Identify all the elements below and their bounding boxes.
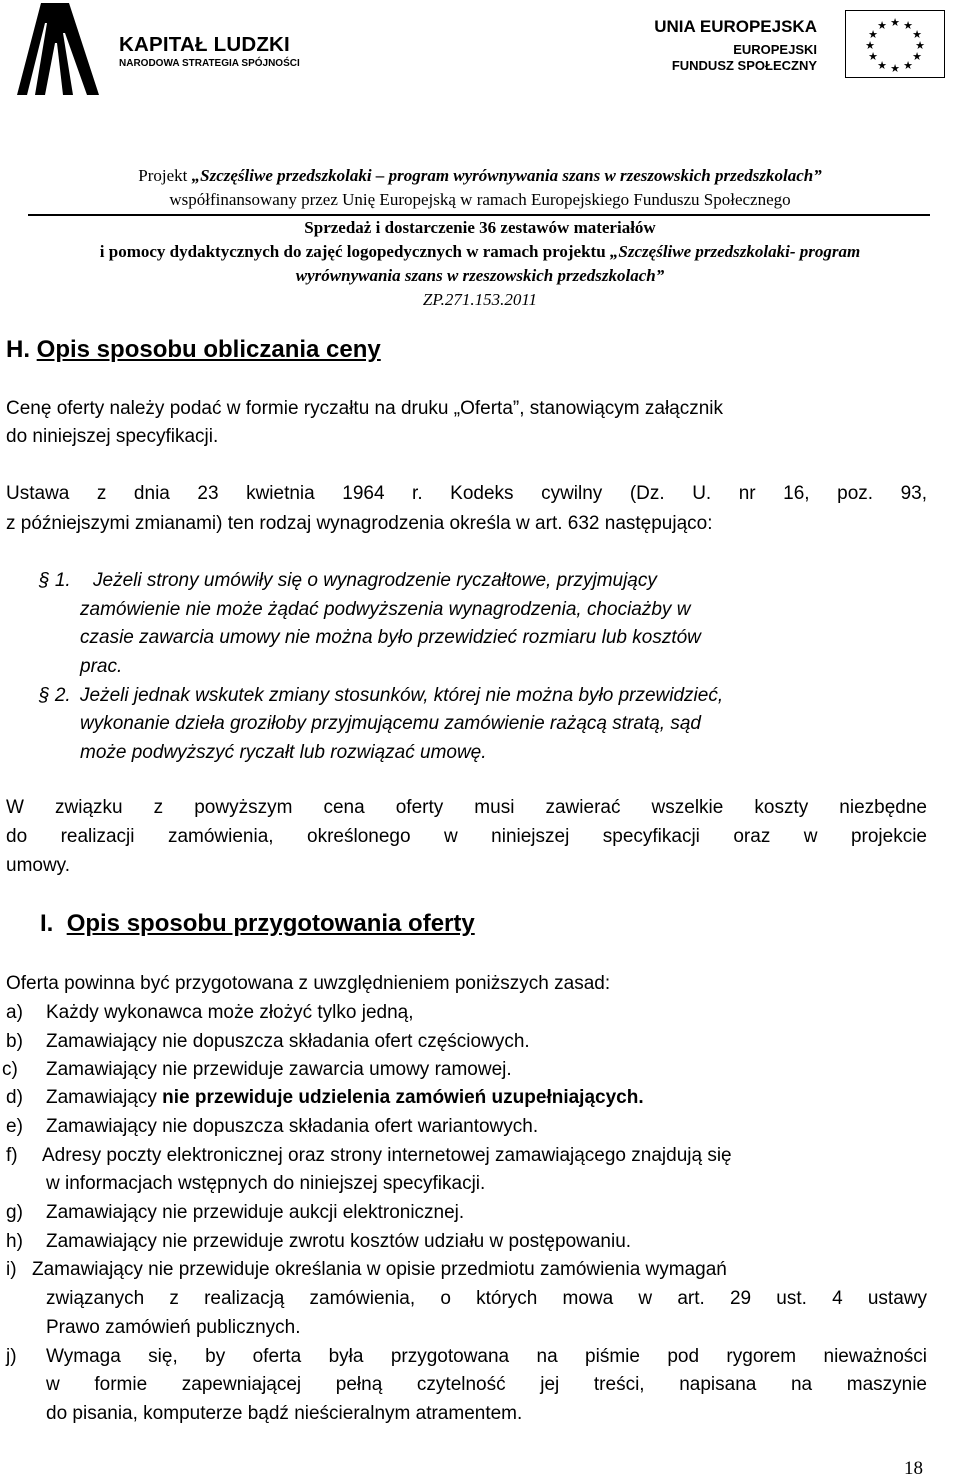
header-divider xyxy=(28,214,930,216)
list-item-j-line3: do pisania, komputerze bądź nieścieralnym atramentem. xyxy=(46,1403,523,1424)
page-number: 18 xyxy=(904,1458,923,1479)
section-h-para2-line2: z późniejszymi zmianami) ten rodzaj wynagrodzenia określa w art. 632 następująco: xyxy=(6,513,713,534)
project-line-2: współfinansowany przez Unię Europejską w ramach Europejskiego Funduszu Społecznego xyxy=(169,190,791,209)
section-h-para1-line2: do niniejszej specyfikacji. xyxy=(6,426,219,447)
svg-text:★: ★ xyxy=(903,59,913,72)
section-i-letter: I. xyxy=(40,910,54,937)
svg-text:★: ★ xyxy=(868,28,878,41)
eu-logo xyxy=(640,10,945,80)
paragraph-2-marker: § 2. xyxy=(39,685,71,706)
eu-line3: FUNDUSZ SPOŁECZNY xyxy=(671,58,817,73)
paragraph-2-line1: Jeżeli jednak wskutek zmiany stosunków, której nie można było przewidzieć, xyxy=(80,685,724,706)
section-i-title: Opis sposobu przygotowania oferty xyxy=(66,910,475,937)
section-i-intro: Oferta powinna być przygotowana z uwzględnieniem poniższych zasad: xyxy=(6,973,611,994)
section-h-letter: H. xyxy=(6,336,30,363)
kapital-ludzki-title: KAPITAŁ LUDZKI xyxy=(119,33,290,56)
list-item-a: Każdy wykonawca może złożyć tylko jedną, xyxy=(46,1002,414,1023)
project-line4-title: „Szczęśliwe przedszkolaki- program xyxy=(609,242,861,261)
section-i-heading xyxy=(40,910,475,938)
paragraph-1-line4: prac. xyxy=(80,656,123,677)
svg-text:★: ★ xyxy=(877,59,887,72)
list-item-d xyxy=(46,1087,644,1109)
list-item-f-line2: w informacjach wstępnych do niniejszej specyfikacji. xyxy=(46,1173,486,1194)
project-line-4 xyxy=(0,242,960,262)
project-prefix: Projekt xyxy=(138,166,192,185)
paragraph-2-line3: może podwyższyć ryczałt lub rozwiązać umowę. xyxy=(80,742,487,763)
svg-text:★: ★ xyxy=(865,39,875,52)
list-item-f-line1: Adresy poczty elektronicznej oraz strony internetowej zamawiającego znajdują się xyxy=(42,1145,732,1166)
list-item-i-line3: Prawo zamówień publicznych. xyxy=(46,1317,301,1338)
list-marker-b: b) xyxy=(6,1031,23,1052)
project-line-5: wyrównywania szans w rzeszowskich przedszkolach” xyxy=(295,266,665,285)
project-line-1 xyxy=(0,166,960,186)
eu-title: UNIA EUROPEJSKA xyxy=(654,17,817,36)
paragraph-1-line2: zamówienie nie może żądać podwyższenia wynagrodzenia, chociażby w xyxy=(80,599,691,620)
list-marker-i: i) xyxy=(6,1259,17,1280)
section-h-para1-line1: Cenę oferty należy podać w formie ryczałtu na druku „Oferta”, stanowiącym załącznik xyxy=(6,398,724,419)
list-item-b: Zamawiający nie dopuszcza składania ofert częściowych. xyxy=(46,1031,530,1052)
section-h-para3-line2: do realizacji zamówienia, określonego w niniejszej specyfikacji oraz w projekcie xyxy=(6,826,927,847)
list-item-e: Zamawiający nie dopuszcza składania ofert wariantowych. xyxy=(46,1116,539,1137)
project-line4-prefix: i pomocy dydaktycznych do zajęć logopedycznych w ramach projektu xyxy=(99,242,610,261)
svg-text:★: ★ xyxy=(890,16,900,29)
list-marker-g: g) xyxy=(6,1202,23,1223)
list-item-i-line2: związanych z realizacją zamówienia, o których mowa w art. 29 ust. 4 ustawy xyxy=(46,1288,927,1309)
paragraph-1-marker: § 1. xyxy=(39,570,71,591)
paragraph-1-line3: czasie zawarcia umowy nie można było przewidzieć rozmiaru lub kosztów xyxy=(80,627,701,648)
kapital-ludzki-emblem-icon xyxy=(17,3,99,95)
list-marker-f: f) xyxy=(6,1145,18,1166)
list-marker-e: e) xyxy=(6,1116,23,1137)
svg-text:★: ★ xyxy=(903,19,913,32)
section-h-title: Opis sposobu obliczania ceny xyxy=(36,336,381,363)
project-line-3: Sprzedaż i dostarczenie 36 zestawów materiałów xyxy=(304,218,656,237)
project-reference: ZP.271.153.2011 xyxy=(422,290,538,309)
list-marker-j: j) xyxy=(6,1346,17,1367)
section-h-para3-line3: umowy. xyxy=(6,855,71,876)
eu-stars-flag-icon xyxy=(845,10,945,78)
svg-text:★: ★ xyxy=(877,19,887,32)
list-marker-a: a) xyxy=(6,1002,23,1023)
list-item-i-line1: Zamawiający nie przewiduje określania w opisie przedmiotu zamówienia wymagań xyxy=(32,1259,727,1280)
kapital-ludzki-subtitle: NARODOWA STRATEGIA SPÓJNOŚCI xyxy=(119,58,300,69)
list-marker-c: c) xyxy=(2,1059,18,1080)
project-title: „Szczęśliwe przedszkolaki – program wyrównywania szans w rzeszowskich przedszkolach” xyxy=(191,166,822,185)
list-marker-h: h) xyxy=(6,1231,23,1252)
eu-line2: EUROPEJSKI xyxy=(733,42,817,57)
list-item-d-bold: nie przewiduje udzielenia zamówień uzupełniających. xyxy=(162,1087,644,1108)
paragraph-1-line1: Jeżeli strony umówiły się o wynagrodzenie ryczałtowe, przyjmujący xyxy=(93,570,657,591)
section-h-para3-line1: W związku z powyższym cena oferty musi zawierać wszelkie koszty niezbędne xyxy=(6,797,927,818)
svg-text:★: ★ xyxy=(912,50,922,63)
svg-text:★: ★ xyxy=(912,28,922,41)
section-h-heading xyxy=(6,336,381,364)
kapital-ludzki-logo xyxy=(17,3,317,95)
list-item-j-line2: w formie zapewniającej pełną czytelność jej treści, napisana na maszynie xyxy=(46,1374,927,1395)
svg-text:★: ★ xyxy=(915,39,925,52)
section-h-para2-line1: Ustawa z dnia 23 kwietnia 1964 r. Kodeks cywilny (Dz. U. nr 16, poz. 93, xyxy=(6,483,927,504)
paragraph-2-line2: wykonanie dzieła groziłoby przyjmującemu zamówienie rażącą stratą, sąd xyxy=(80,713,701,734)
list-marker-d: d) xyxy=(6,1087,23,1108)
list-item-g: Zamawiający nie przewiduje aukcji elektronicznej. xyxy=(46,1202,465,1223)
list-item-h: Zamawiający nie przewiduje zwrotu kosztów udziału w postępowaniu. xyxy=(46,1231,632,1252)
list-item-j-line1: Wymaga się, by oferta była przygotowana na piśmie pod rygorem nieważności xyxy=(46,1346,927,1367)
list-item-d-text: Zamawiający xyxy=(46,1087,163,1108)
list-item-c: Zamawiający nie przewiduje zawarcia umowy ramowej. xyxy=(46,1059,512,1080)
svg-text:★: ★ xyxy=(868,50,878,63)
svg-text:★: ★ xyxy=(890,62,900,75)
